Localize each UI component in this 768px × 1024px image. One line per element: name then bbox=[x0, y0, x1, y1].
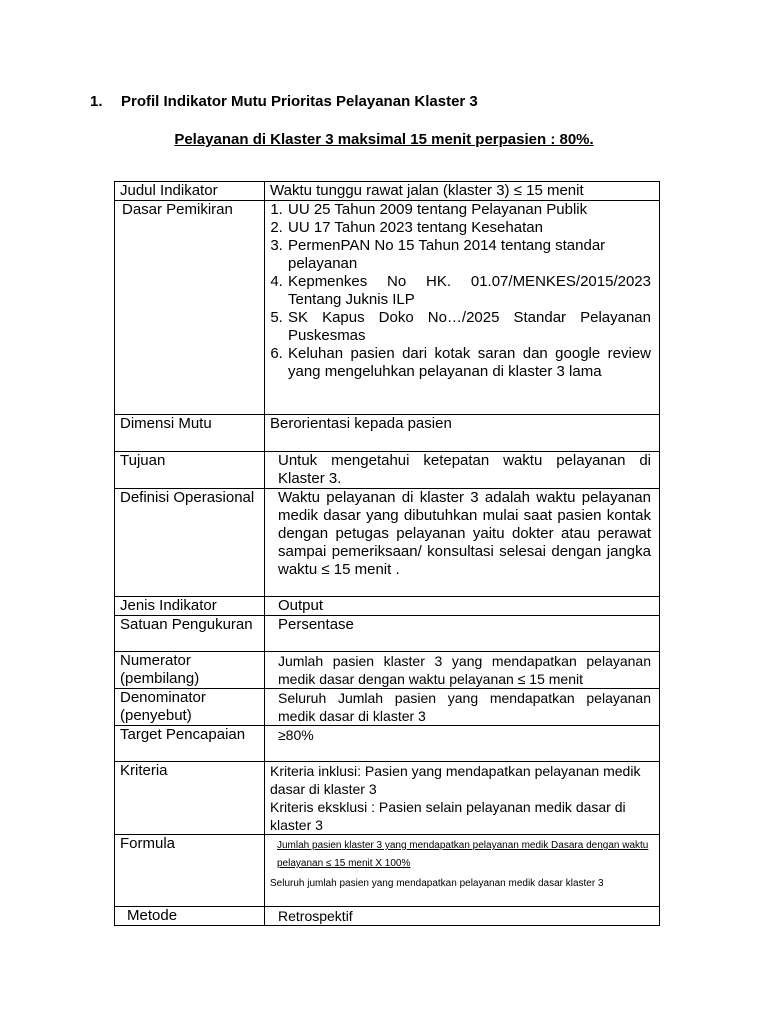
dasar-item-2: 2. UU 17 Tahun 2023 tentang Kesehatan bbox=[287, 219, 651, 237]
section-title: Profil Indikator Mutu Prioritas Pelayanan Klaster 3 bbox=[121, 93, 478, 110]
tujuan-value: Untuk mengetahui ketepatan waktu pelayanan di Klaster 3. bbox=[278, 452, 651, 487]
metode-label: Metode bbox=[127, 907, 178, 924]
row-judul-indikator bbox=[115, 182, 660, 201]
jenis-indikator-value: Output bbox=[278, 597, 324, 614]
judul-indikator-value: Waktu tunggu rawat jalan (klaster 3) ≤ 15 menit bbox=[265, 182, 660, 201]
kriteria-label: Kriteria bbox=[115, 762, 265, 835]
satuan-pengukuran-label: Satuan Pengukuran bbox=[115, 616, 265, 652]
target-pencapaian-label: Target Pencapaian bbox=[115, 726, 265, 762]
tujuan-label: Tujuan bbox=[115, 452, 265, 489]
row-definisi-operasional bbox=[115, 489, 660, 597]
formula-label: Formula bbox=[115, 835, 265, 907]
row-denominator bbox=[115, 689, 660, 726]
definisi-operasional-value: Waktu pelayanan di klaster 3 adalah waktu pelayanan medik dasar yang dibutuhkan mulai saat pasien kontak dengan petugas pelayanan yaitu dokter atau perawat sampai pemeriksaan/ konsultasi selesai dengan jangka waktu ≤ 15 menit . bbox=[278, 489, 651, 578]
satuan-pengukuran-value: Persentase bbox=[278, 616, 354, 633]
dasar-pemikiran-label: Dasar Pemikiran bbox=[122, 201, 233, 218]
dasar-item-3: 3. PermenPAN No 15 Tahun 2014 tentang standar pelayanan bbox=[287, 237, 651, 273]
dimensi-mutu-value: Berorientasi kepada pasien bbox=[265, 415, 660, 452]
metode-value: Retrospektif bbox=[278, 908, 353, 924]
formula-denominator: Seluruh jumlah pasien yang mendapatkan pelayanan medik dasar klaster 3 bbox=[270, 878, 604, 889]
dasar-item-5: 5. SK Kapus Doko No…/2025 Standar Pelayanan Puskesmas bbox=[287, 309, 651, 345]
row-kriteria bbox=[115, 762, 660, 835]
kriteria-inklusi: Kriteria inklusi: Pasien yang mendapatkan pelayanan medik dasar di klaster 3 bbox=[270, 763, 641, 797]
denominator-label: Denominator (penyebut) bbox=[115, 689, 265, 726]
dasar-pemikiran-list bbox=[270, 201, 651, 381]
section-number: 1. bbox=[90, 93, 103, 110]
row-jenis-indikator bbox=[115, 597, 660, 616]
indicator-profile-table bbox=[114, 181, 660, 926]
row-satuan-pengukuran bbox=[115, 616, 660, 652]
row-target-pencapaian bbox=[115, 726, 660, 762]
section-heading bbox=[90, 93, 478, 110]
numerator-value: Jumlah pasien klaster 3 yang mendapatkan pelayanan medik dasar dengan waktu pelayanan ≤ 15 menit bbox=[278, 653, 651, 687]
definisi-operasional-label: Definisi Operasional bbox=[115, 489, 265, 597]
dasar-item-1: 1. UU 25 Tahun 2009 tentang Pelayanan Publik bbox=[287, 201, 651, 219]
row-tujuan bbox=[115, 452, 660, 489]
target-pencapaian-value: ≥80% bbox=[278, 727, 314, 743]
dimensi-mutu-label: Dimensi Mutu bbox=[115, 415, 265, 452]
row-formula bbox=[115, 835, 660, 907]
indicator-subtitle: Pelayanan di Klaster 3 maksimal 15 menit perpasien : 80%. bbox=[174, 131, 594, 148]
row-dasar-pemikiran bbox=[115, 201, 660, 415]
judul-indikator-label: Judul Indikator bbox=[115, 182, 265, 201]
row-dimensi-mutu bbox=[115, 415, 660, 452]
jenis-indikator-label: Jenis Indikator bbox=[115, 597, 265, 616]
formula-numerator: Jumlah pasien klaster 3 yang mendapatkan pelayanan medik Dasara dengan waktu pelayanan ≤ 15 menit X 100% bbox=[277, 840, 649, 869]
denominator-value: Seluruh Jumlah pasien yang mendapatkan pelayanan medik dasar di klaster 3 bbox=[278, 690, 651, 724]
numerator-label: Numerator (pembilang) bbox=[115, 652, 265, 689]
dasar-item-4: 4. Kepmenkes No HK. 01.07/MENKES/2015/2023 Tentang Juknis ILP bbox=[287, 273, 651, 309]
row-metode bbox=[115, 907, 660, 926]
kriteria-eksklusi: Kriteris eksklusi : Pasien selain pelayanan medik dasar di klaster 3 bbox=[270, 799, 626, 833]
dasar-item-6: 6. Keluhan pasien dari kotak saran dan google review yang mengeluhkan pelayanan di klaster 3 lama bbox=[287, 345, 651, 381]
row-numerator bbox=[115, 652, 660, 689]
